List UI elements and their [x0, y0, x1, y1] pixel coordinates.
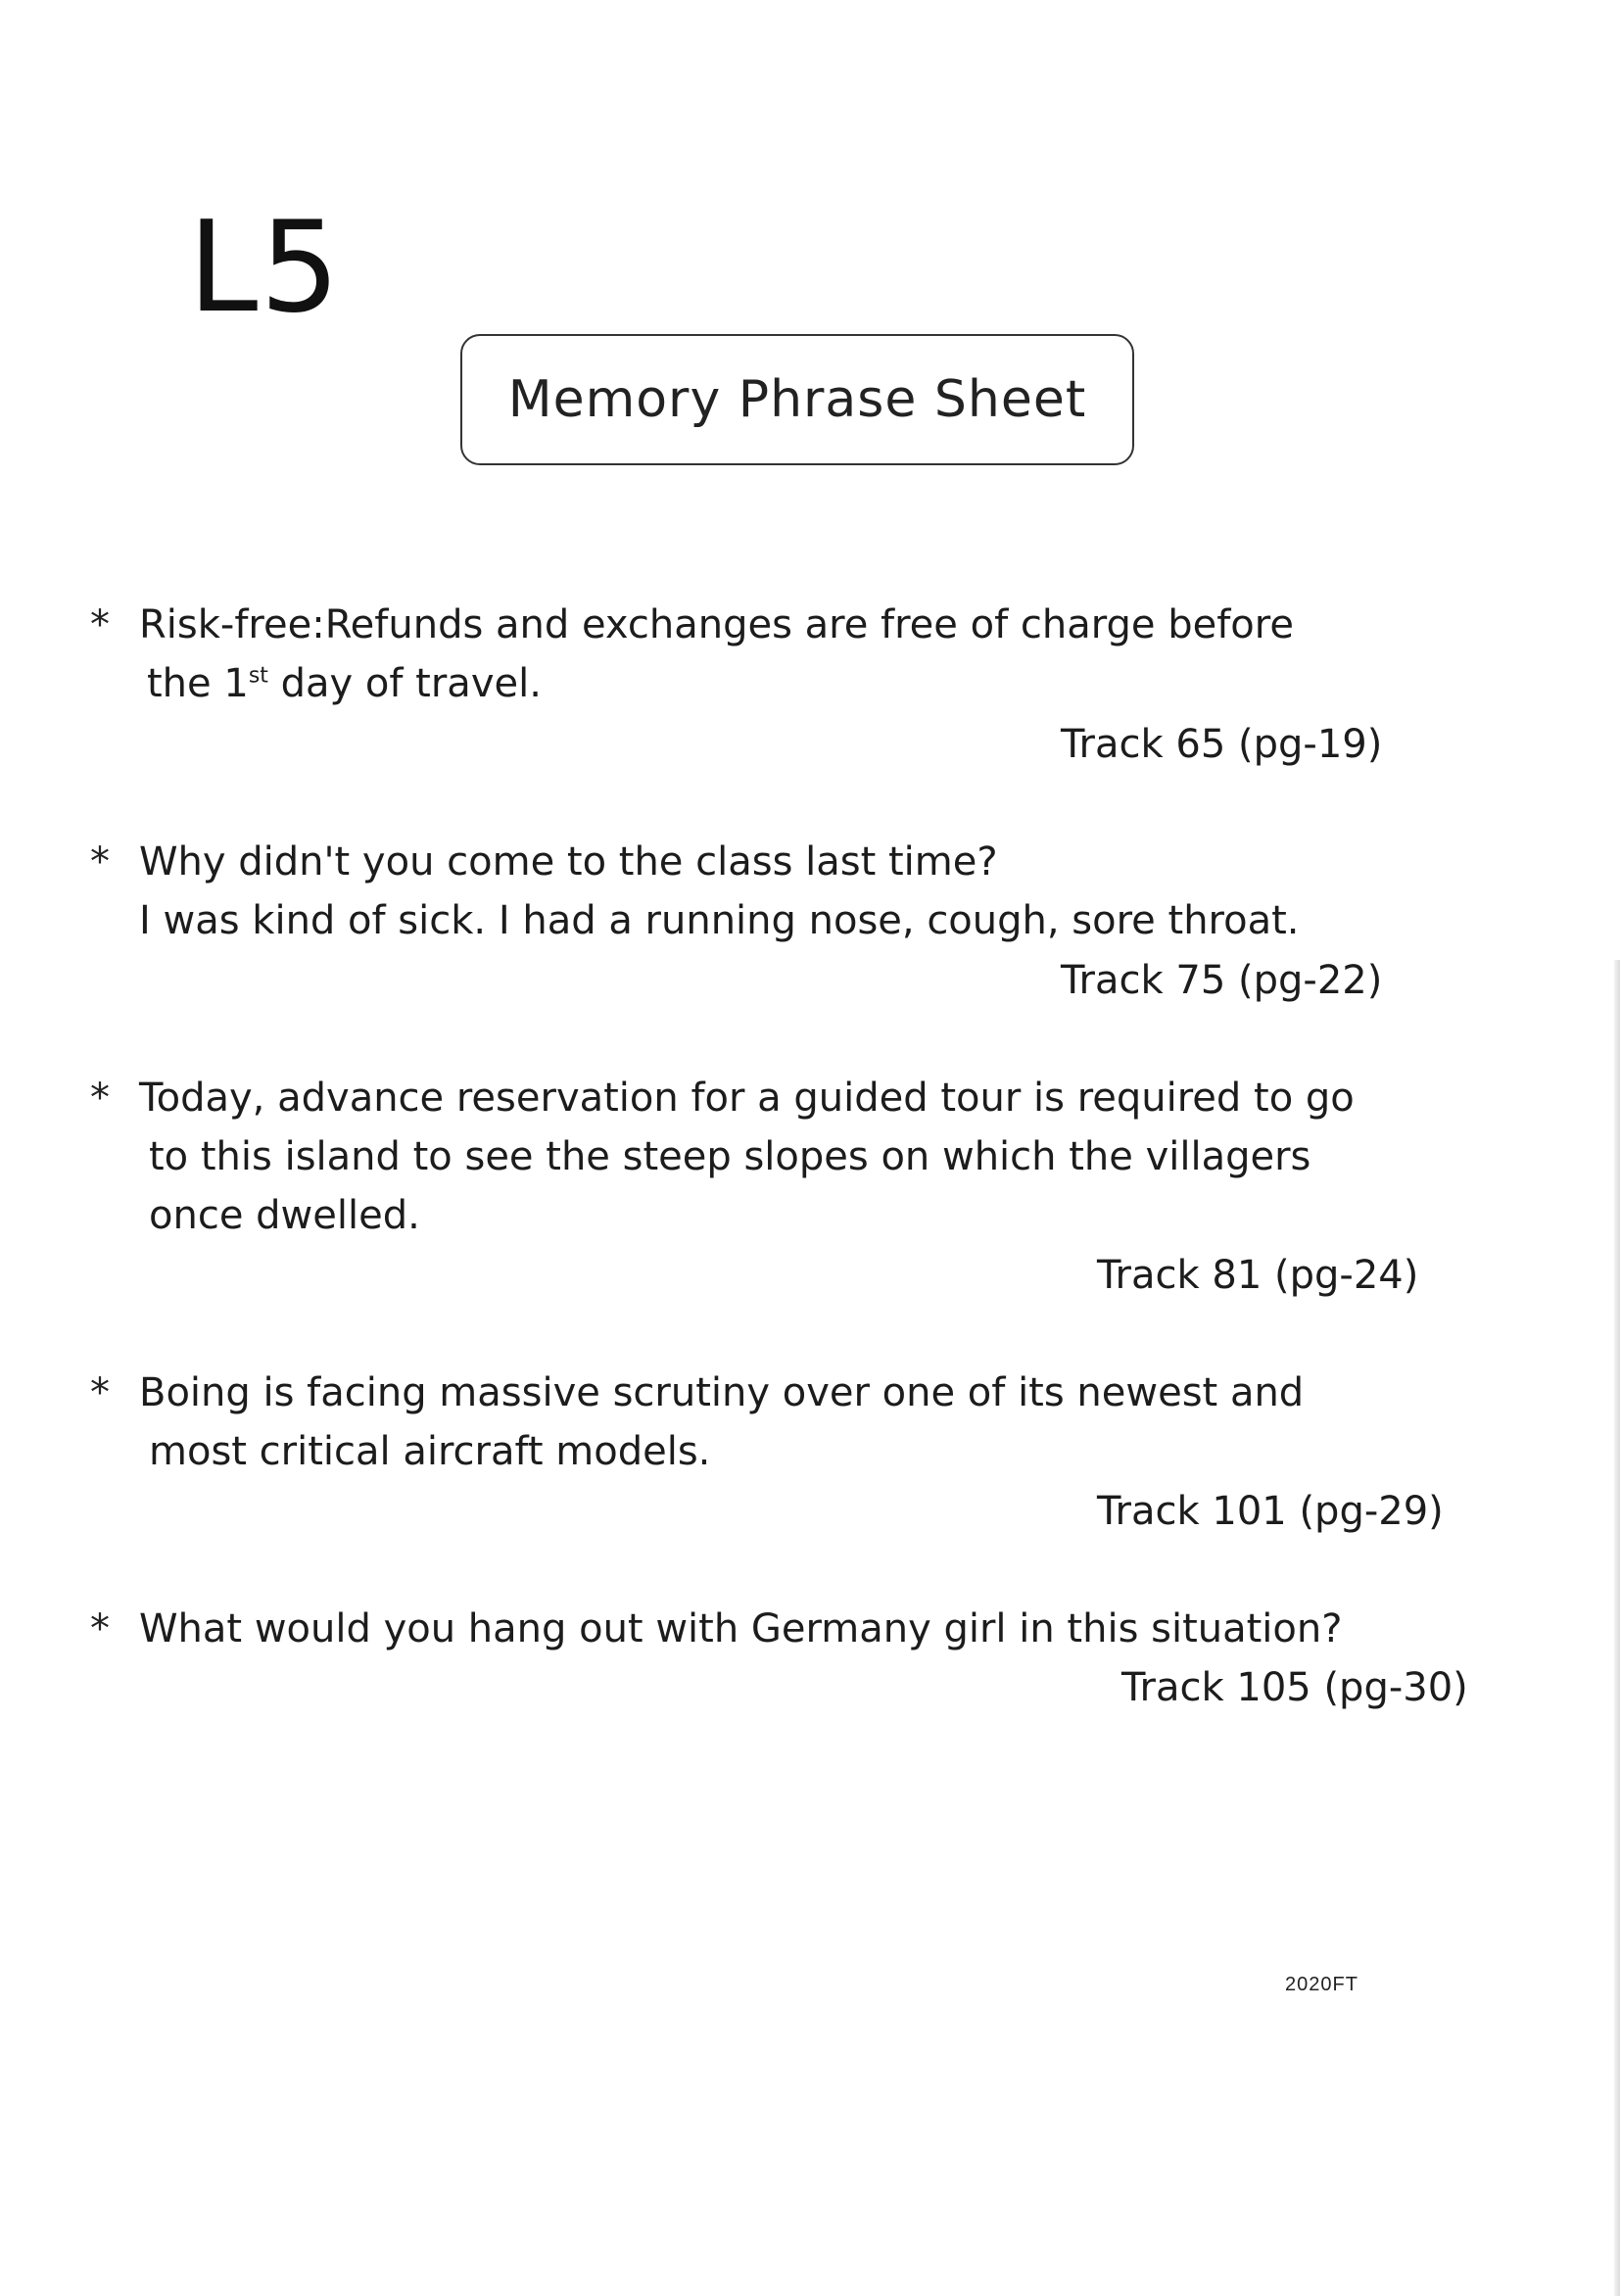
track-reference-2: Track 75 (pg-22)	[1061, 958, 1383, 1003]
phrase-entry-5	[90, 1600, 1461, 1658]
phrase-entry-2	[90, 833, 1461, 950]
phrase-line: most critical aircraft models.	[149, 1429, 711, 1474]
phrase-line: What would you hang out with Germany girl in this situation?	[139, 1606, 1343, 1651]
phrase-line: I was kind of sick. I had a running nose, cough, sore throat.	[139, 898, 1300, 943]
bullet-icon: *	[90, 1076, 110, 1121]
phrase-line: once dwelled.	[149, 1193, 420, 1238]
phrase-entry-1	[90, 596, 1461, 713]
phrase-line: Today, advance reservation for a guided tour is required to go	[139, 1076, 1355, 1121]
phrase-line: Why didn't you come to the class last time?	[139, 839, 998, 885]
track-reference-3: Track 81 (pg-24)	[1097, 1253, 1419, 1298]
phrase-line: to this island to see the steep slopes on which the villagers	[149, 1134, 1311, 1179]
page-title: Memory Phrase Sheet	[507, 370, 1087, 429]
track-reference-1: Track 65 (pg-19)	[1061, 722, 1383, 767]
track-reference-4: Track 101 (pg-29)	[1097, 1489, 1444, 1534]
phrase-line: Boing is facing massive scrutiny over one of its newest and	[139, 1370, 1305, 1415]
title-box	[460, 334, 1134, 465]
phrase-line: Risk-free:Refunds and exchanges are free of charge before	[139, 602, 1294, 647]
footer-code: 2020FT	[1285, 1974, 1358, 1995]
bullet-icon: *	[90, 839, 110, 885]
phrase-line: the 1st day of travel.	[147, 661, 542, 706]
bullet-icon: *	[90, 1370, 110, 1415]
bullet-icon: *	[90, 1606, 110, 1651]
phrase-entry-4	[90, 1363, 1461, 1481]
level-heading: L5	[188, 195, 342, 341]
phrase-entry-3	[90, 1069, 1461, 1245]
track-reference-5: Track 105 (pg-30)	[1121, 1665, 1468, 1710]
bullet-icon: *	[90, 602, 110, 647]
scan-edge-shadow	[1614, 960, 1620, 2296]
